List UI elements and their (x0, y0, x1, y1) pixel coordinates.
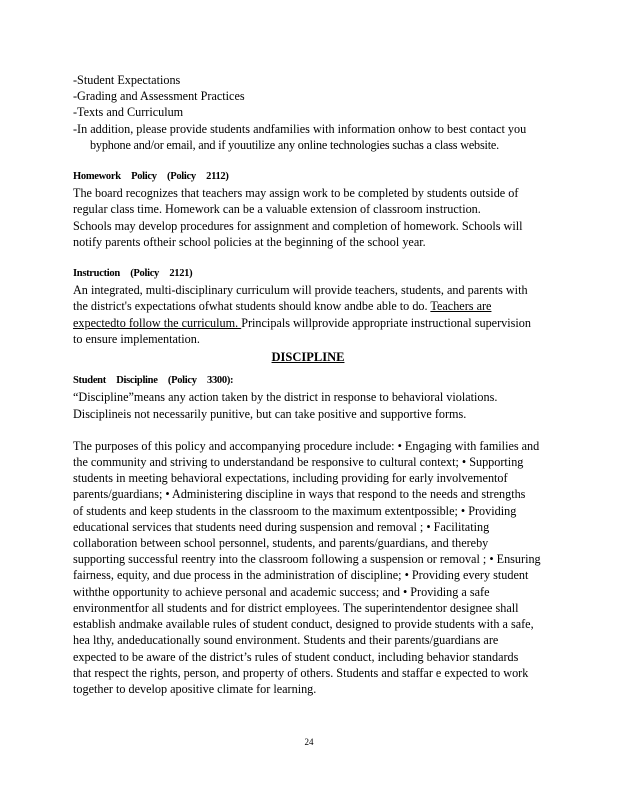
purpose-paragraph (73, 438, 543, 697)
list-item: -Grading and Assessment Practices (73, 89, 245, 104)
instruction-section (73, 266, 543, 347)
paragraph-line: notify parents oftheir school policies at the beginning of the school year. (73, 234, 426, 249)
list-item: -In addition, please provide students andfamilies with information onhow to best contact you (73, 121, 527, 136)
paragraph-line: regular class time. Homework can be a valuable extension of classroom instruction. (73, 202, 481, 217)
expectations-list (73, 72, 543, 153)
paragraph-line: An integrated, multi-disciplinary curriculum will provide teachers, students, and parents with (73, 283, 528, 298)
paragraph-line: hea lthy, andeducationally sound environment. Students and their parents/guardians are (73, 633, 499, 648)
paragraph-line: to ensure implementation. (73, 331, 200, 346)
discipline-title: DISCIPLINE (271, 350, 345, 365)
paragraph-line: of students and keep students in the classroom to the maximum extentpossible; • Providing (73, 503, 517, 518)
paragraph-line: The board recognizes that teachers may assign work to be completed by students outside of (73, 186, 519, 201)
discipline-heading: Student Discipline (Policy 3300): (73, 375, 234, 387)
paragraph-line: educational services that students need during suspension and removal ; • Facilitating (73, 519, 490, 534)
paragraph-line: the community and striving to understandand be responsive to cultural context; • Supporting (73, 455, 524, 470)
paragraph-line: environmentfor all students and for district employees. The superintendentor designee shall (73, 600, 519, 615)
paragraph-line: Schools may develop procedures for assignment and completion of homework. Schools will (73, 218, 523, 233)
instruction-heading: Instruction (Policy 2121) (73, 268, 193, 280)
paragraph-line: withthe opportunity to achieve personal and academic success; and • Providing a safe (73, 584, 490, 599)
discipline-section (73, 373, 543, 697)
list-item-continuation: byphone and/or email, and if youutilize any online technologies suchas a class website. (90, 137, 500, 152)
list-item: -Student Expectations (73, 73, 181, 87)
page-number: 24 (304, 737, 314, 747)
paragraph-line (73, 298, 543, 314)
document-body (73, 72, 543, 697)
paragraph-line: Disciplineis not necessarily punitive, but can take positive and supportive forms. (73, 406, 467, 421)
paragraph-line: fairness, equity, and due process in the administration of discipline; • Providing every student (73, 568, 529, 583)
underlined-text: Teachers are (430, 299, 492, 314)
paragraph-line: together to develop apositive climate for learning. (73, 681, 317, 696)
paragraph-line (73, 315, 543, 331)
paragraph-line: supporting successful reentry into the classroom following a suspension or removal ; • Ensuring (73, 552, 541, 567)
paragraph-text: Principals willprovide appropriate instructional supervision (241, 315, 531, 330)
paragraph-line: establish andmake available rules of student conduct, designed to provide students with a safe, (73, 617, 534, 632)
paragraph-text: the district's expectations ofwhat students should know andbe able to do. (73, 299, 431, 314)
paragraph-line: “Discipline”means any action taken by the district in response to behavioral violations. (73, 390, 498, 405)
paragraph-line: expected to be aware of the district’s rules of student conduct, including behavior standards (73, 649, 519, 664)
homework-heading: Homework Policy (Policy 2112) (73, 171, 229, 183)
paragraph-line: The purposes of this policy and accompanying procedure include: • Engaging with families and (73, 438, 540, 453)
homework-section (73, 169, 543, 250)
list-item: -Texts and Curriculum (73, 105, 184, 120)
paragraph-line: collaboration between school personnel, students, and parents/guardians, and thereby (73, 536, 489, 551)
paragraph-line: students in meeting behavioral expectations, including providing for early involvementof (73, 471, 508, 486)
paragraph-line: parents/guardians; • Administering discipline in ways that respond to the needs and strengths (73, 487, 526, 502)
underlined-text: expectedto follow the curriculum. (73, 315, 242, 330)
paragraph-line: that respect the rights, person, and property of others. Students and staffar e expected to work (73, 665, 529, 680)
